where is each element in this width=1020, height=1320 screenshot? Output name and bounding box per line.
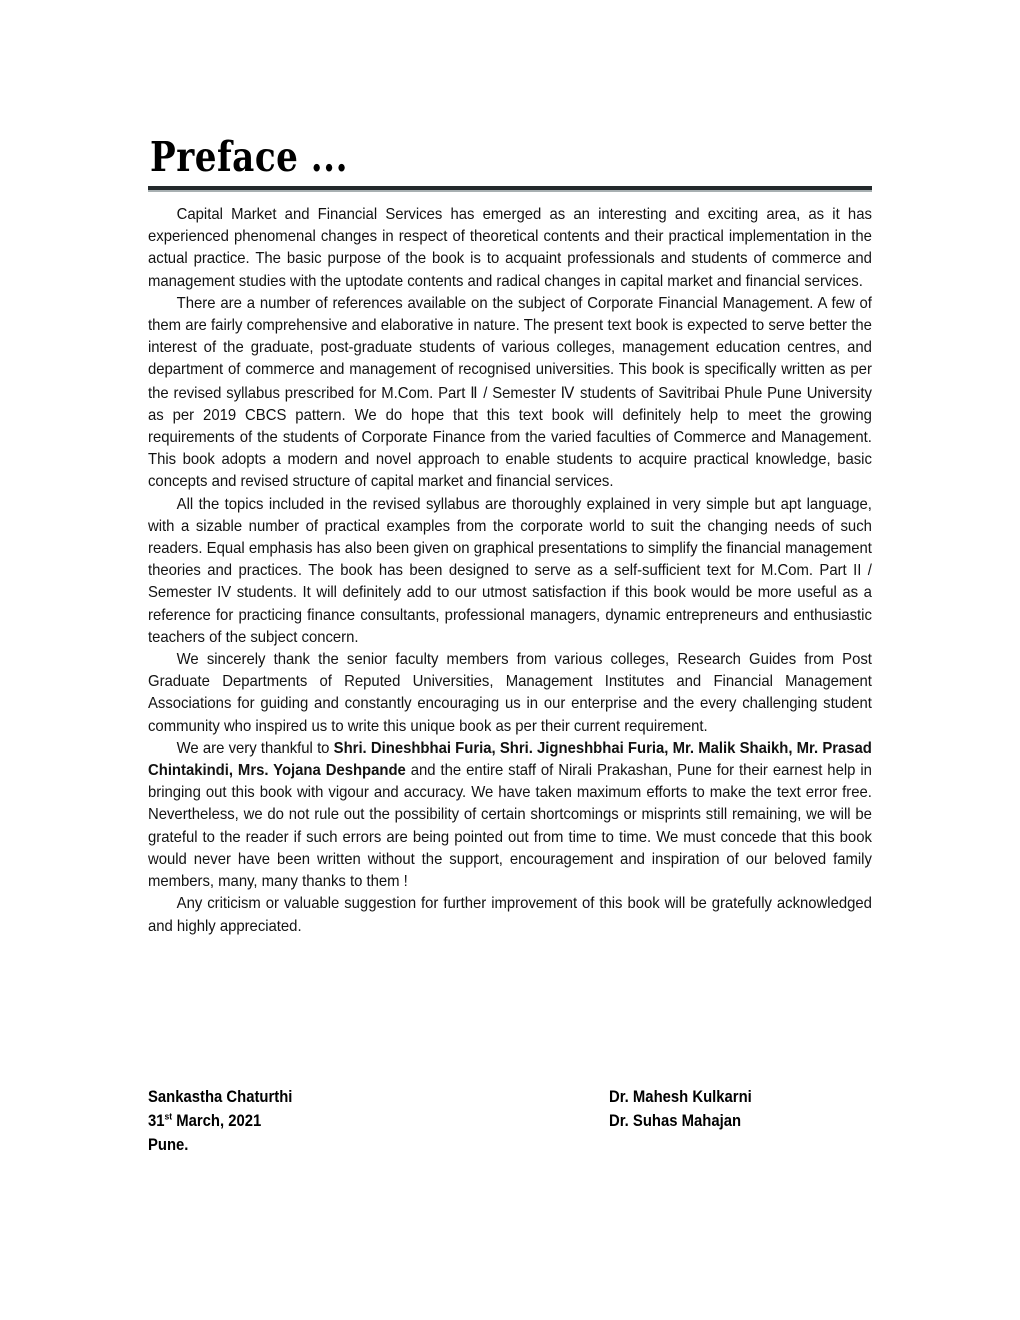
preface-content <box>148 132 872 938</box>
author-name-2: Dr. Suhas Mahajan <box>608 1112 741 1130</box>
text-run: We sincerely thank the senior faculty members from various colleges, Research Guides from Post Graduate Departments of Reputed Universities, Management Institutes and Financial Management Associations for guiding and constantly encouraging us in our enterprise and the every challenging student community who inspired us to write this unique book as per their current requirement. <box>148 651 872 735</box>
signature-date <box>148 1109 563 1133</box>
signature-date-ordinal-suffix: st <box>164 1111 173 1123</box>
paragraph <box>148 204 872 293</box>
paragraph <box>148 293 872 494</box>
page-title: Preface ... <box>150 132 348 181</box>
signature-date-rest: March, 2021 <box>172 1112 262 1130</box>
signature-block <box>148 1085 872 1157</box>
paragraph <box>148 738 872 893</box>
author-name-1: Dr. Mahesh Kulkarni <box>608 1088 752 1106</box>
paragraph <box>148 893 872 937</box>
text-run: Capital Market and Financial Services has emerged as an interesting and exciting area, as it has experienced phenomenal changes in respect of theoretical contents and their practical implementation in the actual practice. The basic purpose of the book is to acquaint professionals and students of commerce and management studies with the uptodate contents and radical changes in capital market and financial services. <box>148 206 872 290</box>
text-run: There are a number of references available on the subject of Corporate Financial Management. A few of them are fairly comprehensive and elaborative in nature. The present text book is expected to serve better the interest of the graduate, post-graduate students of various colleges, management education centres, and department of commerce and management of recognised universities. This book is specifically written as per the revised syllabus prescribed for M.Com. Part <box>148 294 872 402</box>
text-run: students of Savitribai Phule Pune University as per 2019 CBCS pattern. We do hope that this text book will definitely help to meet the growing requirements of the students of Corporate Finance from the varied faculties of Commerce and Management. This book adopts a modern and novel approach to enable students to acquire practical knowledge, basic concepts and revised structure of capital market and financial services. <box>148 384 872 491</box>
roman-numeral: Ⅱ <box>470 383 479 402</box>
signature-place: Pune. <box>148 1136 189 1154</box>
paragraph <box>148 649 872 738</box>
text-run: Any criticism or valuable suggestion for further improvement of this book will be gratefully acknowledged and highly appreciated. <box>148 895 872 935</box>
signature-date-number: 31 <box>148 1112 165 1130</box>
title-divider-rule <box>148 186 872 192</box>
text-run: All the topics included in the revised syllabus are thoroughly explained in very simple but apt language, with a sizable number of practical examples from the corporate world to suit the changing needs of such readers. Equal emphasis has also been given on graphical presentations to simplify the financial management theories and practices. The book has been designed to serve as a self-sufficient text for M.Com. Part II / Semester IV students. It will definitely add to our utmost satisfaction if this book would be more useful as a reference for practicing finance consultants, professional managers, dynamic entrepreneurs and enthusiastic teachers of the subject concern. <box>148 495 872 646</box>
text-run: and the entire staff of Nirali Prakashan, Pune for their earnest help in bringing out this book with vigour and accuracy. We have taken maximum efforts to make the text error free. Nevertheless, we do not rule out the possibility of certain shortcomings or misprints still remaining, we will be grateful to the reader if such errors are being pointed out from time to time. We must concede that this book would never have been written without the support, encouragement and inspiration of our beloved family members, many, many thanks to them ! <box>148 762 872 891</box>
roman-numeral: Ⅳ <box>560 383 576 402</box>
text-run: We are very thankful to <box>176 739 334 757</box>
text-run: / Semester <box>478 384 561 402</box>
preface-body <box>148 204 872 938</box>
signature-left-column <box>148 1085 563 1157</box>
paragraph <box>148 494 872 649</box>
emphasised-names: Shri. Dineshbhai Furia, Shri. Jigneshbhai Furia, Mr. Malik Shaikh, Mr. Prasad Chintakindi, Mrs. Yojana Deshpande <box>148 739 872 780</box>
signature-occasion: Sankastha Chaturthi <box>148 1088 293 1106</box>
signature-right-column <box>609 1085 846 1157</box>
title-block <box>148 132 872 192</box>
